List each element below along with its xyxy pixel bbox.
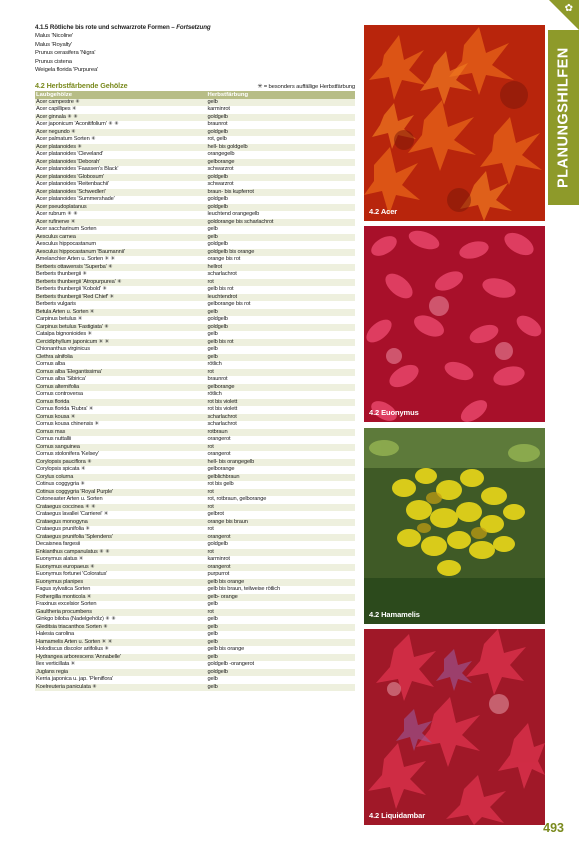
table-row: [35, 196, 355, 204]
plant-name-cell: Acer platanoides ✳: [36, 143, 83, 150]
table-row: [35, 556, 355, 564]
table-row: [35, 586, 355, 594]
plant-name-cell: Acer platanoides 'Reitenbachii': [36, 181, 109, 188]
autumn-color-cell: rot, gelb: [207, 136, 227, 143]
plant-name-cell: Hydrangea arborescens 'Annabelle': [36, 653, 121, 660]
plant-list: [35, 32, 355, 75]
table-row: [35, 106, 355, 114]
table-row: [35, 609, 355, 617]
table-row: [35, 601, 355, 609]
table-row: [35, 129, 355, 137]
autumn-color-cell: schwarzrot: [207, 166, 234, 173]
plant-name-cell: Acer japonicum 'Aconitifolium' ✳ ✳: [36, 121, 119, 128]
table-row: [35, 301, 355, 309]
autumn-color-cell: goldgelb: [207, 541, 228, 548]
plant-name-cell: Cotoneaster Arten u. Sorten: [36, 496, 103, 503]
autumn-color-cell: gelblichbraun: [207, 473, 240, 480]
autumn-color-cell: purpurrot: [207, 571, 230, 578]
table-row: [35, 121, 355, 129]
table-row: [35, 286, 355, 294]
plant-name-cell: Cornus florida 'Rubra' ✳: [36, 406, 94, 413]
plant-name-cell: Acer campestre ✳: [36, 98, 80, 105]
autumn-color-cell: scharlachrot: [207, 271, 237, 278]
plant-name-cell: Enkianthus campanulatus ✳ ✳: [36, 548, 110, 555]
plant-name-cell: Euonymus fortunei 'Coloratus': [36, 571, 108, 578]
photo-acer: [364, 25, 545, 221]
autumn-color-cell: gelb: [207, 308, 218, 315]
autumn-color-cell: rot: [207, 608, 214, 615]
table-row: [35, 571, 355, 579]
table-row: [35, 376, 355, 384]
autumn-color-cell: gelb bis rot: [207, 286, 234, 293]
autumn-color-cell: rot: [207, 368, 214, 375]
table-row: [35, 489, 355, 497]
plant-name-cell: Betula Arten u. Sorten ✳: [36, 308, 95, 315]
plant-name-cell: Gleditsia triacanthos Sorten ✳: [36, 623, 108, 630]
autumn-color-cell: gelb: [207, 233, 218, 240]
autumn-color-cell: rotbraun: [207, 428, 228, 435]
plant-name-cell: Acer platanoides 'Faassen's Black': [36, 166, 119, 173]
page-number: 493: [543, 821, 564, 835]
plant-name-cell: Ilex verticillata ✳: [36, 661, 76, 668]
table-row: [35, 504, 355, 512]
plant-name-cell: Berberis thunbergii 'Red Chief' ✳: [36, 293, 115, 300]
plant-name-cell: Cornus alternifolia: [36, 383, 79, 390]
plant-name-cell: Crataegus prunifolia 'Splendens': [36, 533, 113, 540]
photo-euonymus: [364, 226, 545, 422]
table-row: [35, 496, 355, 504]
plant-name-cell: Cornus kousa chinensis ✳: [36, 421, 100, 428]
autumn-color-cell: scharlachrot: [207, 413, 237, 420]
plant-name-cell: Acer saccharinum Sorten: [36, 226, 97, 233]
autumn-color-cell: rot bis violett: [207, 406, 238, 413]
plant-name-cell: Holodiscus discolor ariifolius ✳: [36, 646, 109, 653]
photo-liquidambar: [364, 629, 545, 825]
table-row: [35, 684, 355, 692]
autumn-color-cell: rot bis violett: [207, 398, 238, 405]
autumn-color-cell: gelb: [207, 676, 218, 683]
legend-note: ✳ = besonders auffällige Herbstfärbung: [257, 83, 355, 90]
table-row: [35, 639, 355, 647]
autumn-color-cell: orange bis braun: [207, 518, 248, 525]
plant-name-cell: Aesculus hippocastanum 'Baumannii': [36, 248, 125, 255]
autumn-color-cell: braun- bis kupferrot: [207, 188, 254, 195]
leaf-icon: ✿: [564, 3, 573, 14]
autumn-color-cell: gelb: [207, 631, 218, 638]
autumn-color-cell: gelb: [207, 353, 218, 360]
table-row: [35, 226, 355, 234]
table-row: [35, 189, 355, 197]
plant-name-cell: Acer negundo ✳: [36, 128, 76, 135]
table-row: [35, 624, 355, 632]
autumn-color-cell: goldgelb -orangerot: [207, 661, 254, 668]
table-row: [35, 414, 355, 422]
plant-name-cell: Halesia carolina: [36, 631, 75, 638]
side-tab: [548, 30, 579, 205]
autumn-color-cell: rot: [207, 526, 214, 533]
autumn-color-cell: gelb: [207, 331, 218, 338]
table-row: [35, 541, 355, 549]
table-row: [35, 234, 355, 242]
autumn-color-cell: rötlich: [207, 361, 222, 368]
table-row: [35, 631, 355, 639]
plant-name-cell: Acer palmatum Sorten ✳: [36, 136, 96, 143]
table-row: [35, 174, 355, 182]
autumn-color-cell: gelborange: [207, 158, 235, 165]
text-column: [35, 24, 355, 691]
plant-name-cell: Acer platanoides 'Schwedleri': [36, 188, 106, 195]
table-row: [35, 384, 355, 392]
autumn-color-cell: gelb: [207, 683, 218, 690]
autumn-color-cell: karminrot: [207, 556, 230, 563]
autumn-color-cell: hellrot: [207, 263, 222, 270]
table-header: [35, 91, 355, 99]
plant-name-cell: Cercidiphyllum japonicum ✳ ✳: [36, 338, 110, 345]
plant-name-cell: Cornus mas: [36, 428, 66, 435]
table-row: [35, 564, 355, 572]
autumn-color-cell: gelb bis orange: [207, 578, 245, 585]
plant-name-cell: Acer rubrum ✳ ✳: [36, 211, 78, 218]
plant-name-cell: Cornus alba: [36, 361, 66, 368]
autumn-color-table: [35, 91, 355, 692]
autumn-color-cell: leuchtend orangegelb: [207, 211, 260, 218]
section-title: 4.2 Herbstfärbende Gehölze: [35, 80, 128, 90]
autumn-color-cell: goldgelb: [207, 323, 228, 330]
table-row: [35, 654, 355, 662]
column-header: Herbstfärbung: [207, 91, 249, 98]
plant-name-cell: Acer capillipes ✳: [36, 106, 77, 113]
plant-list-item: Prunus cistena: [35, 58, 72, 65]
autumn-color-cell: rot: [207, 278, 214, 285]
autumn-color-cell: rot: [207, 503, 214, 510]
autumn-color-cell: gelb: [207, 623, 218, 630]
section-title: 4.1.5 Rötliche bis rote und schwarzrote Formen –: [35, 24, 175, 31]
plant-name-cell: Koelreuteria paniculata ✳: [36, 683, 97, 690]
autumn-color-cell: goldgelb: [207, 196, 228, 203]
plant-list-item: Weigela florida 'Purpurea': [35, 67, 99, 74]
autumn-color-cell: gelborange: [207, 383, 235, 390]
table-row: [35, 181, 355, 189]
table-row: [35, 534, 355, 542]
table-row: [35, 159, 355, 167]
table-row: [35, 459, 355, 467]
table-body: [35, 99, 355, 692]
autumn-color-cell: goldorange bis scharlachrot: [207, 218, 274, 225]
plant-name-cell: Cornus alba 'Elegantissima': [36, 368, 102, 375]
autumn-color-cell: orangerot: [207, 451, 231, 458]
plant-name-cell: Euonymus alatus ✳: [36, 556, 84, 563]
plant-name-cell: Cornus controversa: [36, 391, 83, 398]
table-row: [35, 436, 355, 444]
table-row: [35, 474, 355, 482]
plant-name-cell: Aesculus hippocastanum: [36, 241, 96, 248]
autumn-color-cell: gelb bis braun, teilweise rötlich: [207, 586, 280, 593]
table-row: [35, 421, 355, 429]
table-row: [35, 511, 355, 519]
continuation-label: Fortsetzung: [176, 24, 211, 31]
autumn-color-cell: goldgelb: [207, 241, 228, 248]
table-row: [35, 136, 355, 144]
plant-name-cell: Gaultheria procumbens: [36, 608, 92, 615]
side-tab-label: PLANUNGSHILFEN: [555, 47, 572, 188]
plant-name-cell: Crataegus coccinea ✳ ✳: [36, 503, 96, 510]
autumn-color-cell: braunrot: [207, 376, 228, 383]
table-row: [35, 354, 355, 362]
table-row: [35, 256, 355, 264]
plant-name-cell: Berberis ottawensis 'Superba' ✳: [36, 263, 113, 270]
autumn-color-cell: gelbrot: [207, 511, 224, 518]
plant-name-cell: Acer platanoides 'Globosum': [36, 173, 104, 180]
autumn-color-cell: gelb: [207, 98, 218, 105]
autumn-color-cell: gelborange bis rot: [207, 301, 251, 308]
plant-name-cell: Decaisnea fargesii: [36, 541, 81, 548]
plant-name-cell: Crataegus monogyna: [36, 518, 88, 525]
photo-hamamelis: [364, 428, 545, 624]
autumn-color-cell: hell- bis orangegelb: [207, 458, 255, 465]
autumn-color-cell: orange bis rot: [207, 256, 241, 263]
autumn-color-cell: goldgelb: [207, 203, 228, 210]
table-row: [35, 549, 355, 557]
autumn-color-cell: leuchtendrot: [207, 293, 237, 300]
autumn-color-cell: gelb bis rot: [207, 338, 234, 345]
table-row: [35, 429, 355, 437]
autumn-color-cell: gelb: [207, 653, 218, 660]
plant-name-cell: Chionanthus virginicus: [36, 346, 90, 353]
plant-name-cell: Corylus colurna: [36, 473, 74, 480]
table-row: [35, 466, 355, 474]
plant-name-cell: Corylopsis pauciflora ✳: [36, 458, 92, 465]
table-row: [35, 399, 355, 407]
autumn-color-cell: goldgelb: [207, 316, 228, 323]
plant-list-item: Malus 'Royalty': [35, 41, 72, 48]
plant-name-cell: Catalpa bignonioides ✳: [36, 331, 93, 338]
plant-name-cell: Cotinus coggygria ✳: [36, 481, 86, 488]
table-row: [35, 669, 355, 677]
plant-name-cell: Cornus stolonifera 'Kelsey': [36, 451, 99, 458]
plant-name-cell: Kerria japonica u. jap. 'Pleniflora': [36, 676, 114, 683]
table-row: [35, 646, 355, 654]
table-row: [35, 579, 355, 587]
autumn-color-cell: orangegelb: [207, 151, 235, 158]
table-row: [35, 331, 355, 339]
plant-name-cell: Cornus sanguinea: [36, 443, 80, 450]
plant-name-cell: Berberis vulgaris: [36, 301, 76, 308]
autumn-color-cell: gelb: [207, 616, 218, 623]
autumn-color-cell: gelb: [207, 638, 218, 645]
plant-name-cell: Euonymus planipes: [36, 578, 84, 585]
table-row: [35, 661, 355, 669]
table-row: [35, 219, 355, 227]
table-row: [35, 241, 355, 249]
plant-name-cell: Aesculus carnea: [36, 233, 76, 240]
plant-name-cell: Berberis thunbergii 'Kobold' ✳: [36, 286, 108, 293]
plant-name-cell: Corylopsis spicata ✳: [36, 466, 86, 473]
table-row: [35, 406, 355, 414]
table-row: [35, 616, 355, 624]
plant-name-cell: Fothergilla monticola ✳: [36, 593, 92, 600]
autumn-color-cell: braunrot: [207, 121, 228, 128]
column-header: Laubgehölze: [36, 91, 72, 98]
plant-name-cell: Carpinus betulus 'Fastigiata' ✳: [36, 323, 109, 330]
autumn-color-cell: gelb: [207, 226, 218, 233]
table-row: [35, 339, 355, 347]
plant-name-cell: Juglans regia: [36, 668, 68, 675]
autumn-color-cell: hell- bis goldgelb: [207, 143, 248, 150]
autumn-color-cell: rot, rotbraun, gelborange: [207, 496, 267, 503]
autumn-color-cell: rot: [207, 488, 214, 495]
plant-name-cell: Berberis thunbergii ✳: [36, 271, 87, 278]
table-row: [35, 279, 355, 287]
plant-name-cell: Cornus kousa ✳: [36, 413, 76, 420]
table-row: [35, 249, 355, 257]
plant-name-cell: Hamamelis Arten u. Sorten ✳ ✳: [36, 638, 113, 645]
plant-name-cell: Acer platanoides 'Deborah': [36, 158, 101, 165]
table-row: [35, 361, 355, 369]
autumn-color-cell: goldgelb bis orange: [207, 248, 255, 255]
table-row: [35, 444, 355, 452]
plant-name-cell: Acer pseudoplatanus: [36, 203, 87, 210]
autumn-color-cell: goldgelb: [207, 173, 228, 180]
autumn-color-cell: gelb bis orange: [207, 646, 245, 653]
table-row: [35, 324, 355, 332]
plant-name-cell: Fagus sylvatica Sorten: [36, 586, 91, 593]
section-heading: [35, 24, 355, 32]
autumn-color-cell: scharlachrot: [207, 421, 237, 428]
photo-caption: 4.2 Liquidambar: [369, 811, 426, 820]
photo-caption: 4.2 Hamamelis: [369, 610, 420, 619]
autumn-color-cell: gelb: [207, 601, 218, 608]
plant-name-cell: Cotinus coggygria 'Royal Purple': [36, 488, 114, 495]
table-row: [35, 346, 355, 354]
plant-name-cell: Ginkgo biloba (Nadelgehölz) ✳ ✳: [36, 616, 116, 623]
plant-name-cell: Cornus nuttallii: [36, 436, 72, 443]
autumn-color-cell: orangerot: [207, 533, 231, 540]
plant-name-cell: Carpinus betulus ✳: [36, 316, 83, 323]
table-row: [35, 594, 355, 602]
table-row: [35, 264, 355, 272]
autumn-color-cell: gelborange: [207, 466, 235, 473]
table-row: [35, 369, 355, 377]
plant-name-cell: Amelanchier Arten u. Sorten ✳ ✳: [36, 256, 116, 263]
autumn-color-cell: gelb: [207, 346, 218, 353]
plant-name-cell: Acer rufinerve ✳: [36, 218, 76, 225]
autumn-color-cell: goldgelb: [207, 128, 228, 135]
plant-name-cell: Fraxinus excelsior Sorten: [36, 601, 97, 608]
table-row: [35, 294, 355, 302]
table-row: [35, 451, 355, 459]
table-row: [35, 519, 355, 527]
plant-name-cell: Crataegus lavallei 'Carrierei' ✳: [36, 511, 109, 518]
plant-name-cell: Cornus florida: [36, 398, 70, 405]
table-row: [35, 151, 355, 159]
photo-caption: 4.2 Acer: [369, 207, 398, 216]
table-row: [35, 309, 355, 317]
plant-name-cell: Crataegus prunifolia ✳: [36, 526, 90, 533]
table-row: [35, 526, 355, 534]
autumn-color-cell: orangerot: [207, 436, 231, 443]
plant-list-item: Prunus cerasifera 'Nigra': [35, 50, 96, 57]
plant-name-cell: Clethra alnifolia: [36, 353, 73, 360]
plant-name-cell: Euonymus europaeus ✳: [36, 563, 95, 570]
autumn-color-cell: karminrot: [207, 106, 230, 113]
plant-name-cell: Acer ginnala ✳ ✳: [36, 113, 78, 120]
table-row: [35, 99, 355, 107]
autumn-color-cell: rötlich: [207, 391, 222, 398]
table-row: [35, 316, 355, 324]
autumn-color-cell: rot: [207, 443, 214, 450]
table-row: [35, 166, 355, 174]
plant-name-cell: Acer platanoides 'Summershade': [36, 196, 115, 203]
autumn-color-cell: rot: [207, 548, 214, 555]
autumn-color-cell: goldgelb: [207, 668, 228, 675]
section-heading-row: [35, 81, 355, 90]
photo-caption: 4.2 Euonymus: [369, 408, 419, 417]
table-row: [35, 271, 355, 279]
autumn-color-cell: orangerot: [207, 563, 231, 570]
table-row: [35, 114, 355, 122]
autumn-color-cell: rot bis gelb: [207, 481, 234, 488]
autumn-color-cell: schwarzrot: [207, 181, 234, 188]
plant-list-item: Malus 'Nicoline': [35, 33, 74, 39]
plant-name-cell: Acer platanoides 'Cleveland': [36, 151, 104, 158]
table-row: [35, 481, 355, 489]
autumn-color-cell: goldgelb: [207, 113, 228, 120]
plant-name-cell: Berberis thunbergii 'Atropurpurea' ✳: [36, 278, 122, 285]
autumn-color-cell: gelb- orange: [207, 593, 238, 600]
table-row: [35, 211, 355, 219]
table-row: [35, 391, 355, 399]
plant-name-cell: Cornus alba 'Sibirica': [36, 376, 86, 383]
table-row: [35, 204, 355, 212]
table-row: [35, 144, 355, 152]
table-row: [35, 676, 355, 684]
